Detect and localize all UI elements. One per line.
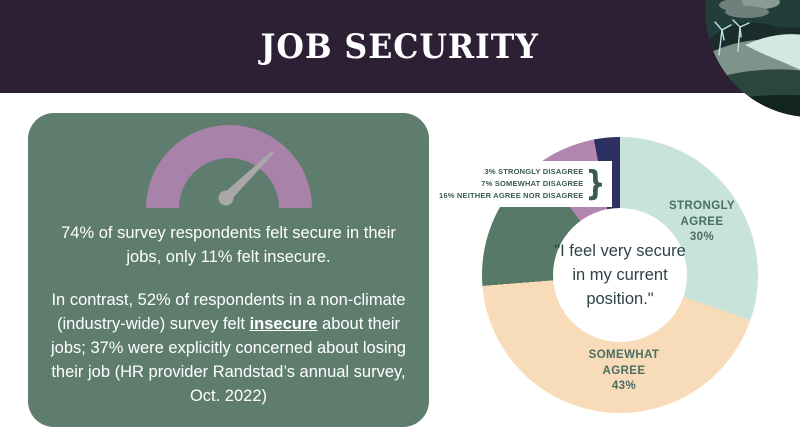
page-title: JOB SECURITY [260,26,540,67]
header-banner [0,0,800,93]
segment-value: 30% [689,231,715,243]
contrast-text-emphasis: insecure [249,315,318,333]
gauge-svg [146,125,312,211]
segment-value: 43% [611,380,637,392]
contrast-text-pre: In contrast, 52% of respondents in a non-climate (industry-wide) survey felt [51,291,406,333]
donut-hole [553,208,687,342]
landscape-illustration-svg [705,0,800,117]
segment-name: SOMEWHAT AGREE [588,349,660,377]
stat-card [28,113,429,427]
contrast-text-post: about their jobs; 37% were explicitly concerned about losing their job (HR provider Randstad’s annual survey, Oct. 2022) [51,315,406,405]
stat-paragraph-secure: 74% of survey respondents felt secure in their jobs, only 11% felt insecure. [61,224,396,266]
callout-brace: } [585,163,606,204]
disagree-callout [430,161,612,207]
callout-line: 16% NEITHER AGREE NOR DISAGREE [439,191,584,200]
gauge-icon [146,125,312,211]
gauge-needle-pivot [218,191,233,206]
stat-paragraph-contrast [28,288,429,408]
segment-label-somewhat-agree [572,348,676,395]
callout-line: 7% SOMEWHAT DISAGREE [481,179,584,188]
chart-center-quote: "I feel very secure in my current position." [554,242,686,308]
landscape-wind-turbines-illustration [705,0,800,117]
segment-name: STRONGLY AGREE [668,200,736,228]
callout-line: 3% STRONGLY DISAGREE [484,167,584,176]
callout-lines [439,166,584,202]
